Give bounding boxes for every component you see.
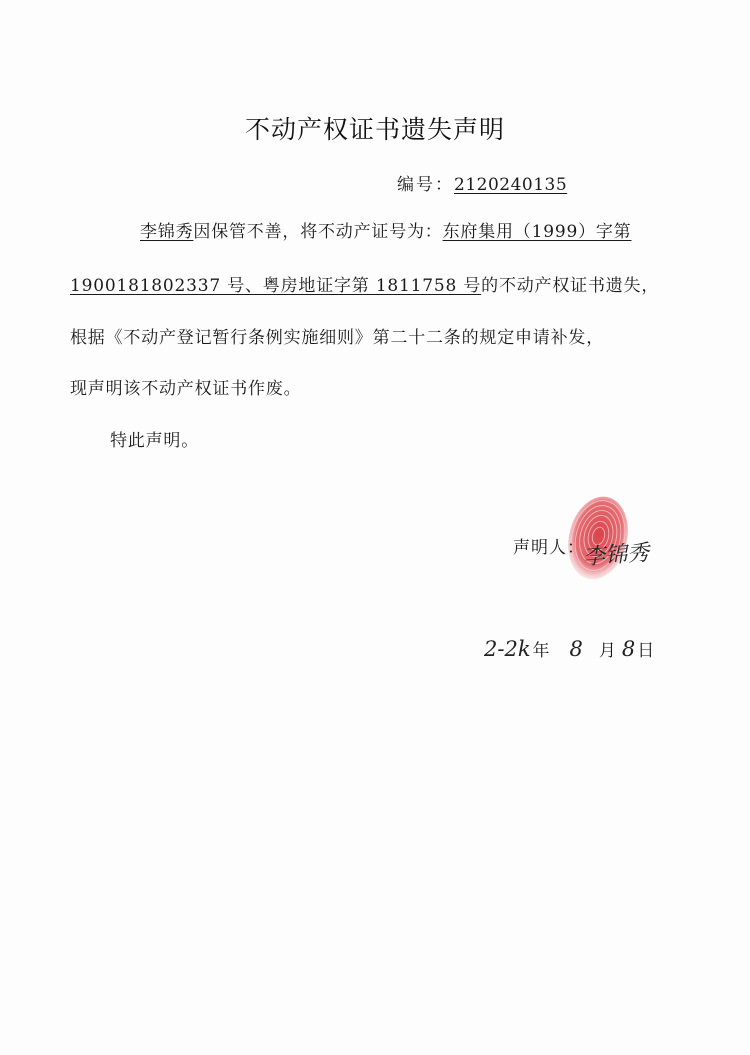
closing-statement: 特此声明。: [110, 431, 199, 451]
paragraph-line-1: [140, 217, 631, 242]
number-value: 2120240135: [454, 175, 568, 195]
document-title: 不动产权证书遗失声明: [244, 115, 505, 144]
owner-name: 李锦秀: [140, 222, 194, 242]
handwritten-signature: 李锦秀: [582, 540, 650, 571]
declarant-label: 声明人：: [513, 538, 585, 558]
date-day-handwritten: 8: [621, 637, 636, 661]
date-month-handwritten: 8: [569, 637, 583, 661]
date-day-char: 日: [637, 641, 655, 661]
signing-date: [484, 636, 654, 661]
number-label: 编号：: [397, 175, 454, 195]
line2-text: 的不动产权证书遗失，: [481, 276, 660, 296]
date-year-char: 年: [532, 641, 550, 661]
date-year-handwritten: 2-2k: [484, 637, 531, 661]
paragraph-line-4: 现声明该不动产权证书作废。: [70, 379, 302, 399]
date-month-char: 月: [598, 641, 616, 661]
certificate-number-part-a: 东府集用（1999）字第: [442, 222, 632, 242]
paragraph-line-2: [70, 271, 659, 296]
document-number: [397, 170, 567, 195]
certificate-number-part-b: 1900181802337 号、粤房地证字第 1811758 号: [70, 276, 482, 296]
paragraph-line-3: 根据《不动产登记暂行条例实施细则》第二十二条的规定申请补发，: [70, 328, 604, 348]
line1-text: 因保管不善，将不动产证号为：: [193, 222, 443, 242]
